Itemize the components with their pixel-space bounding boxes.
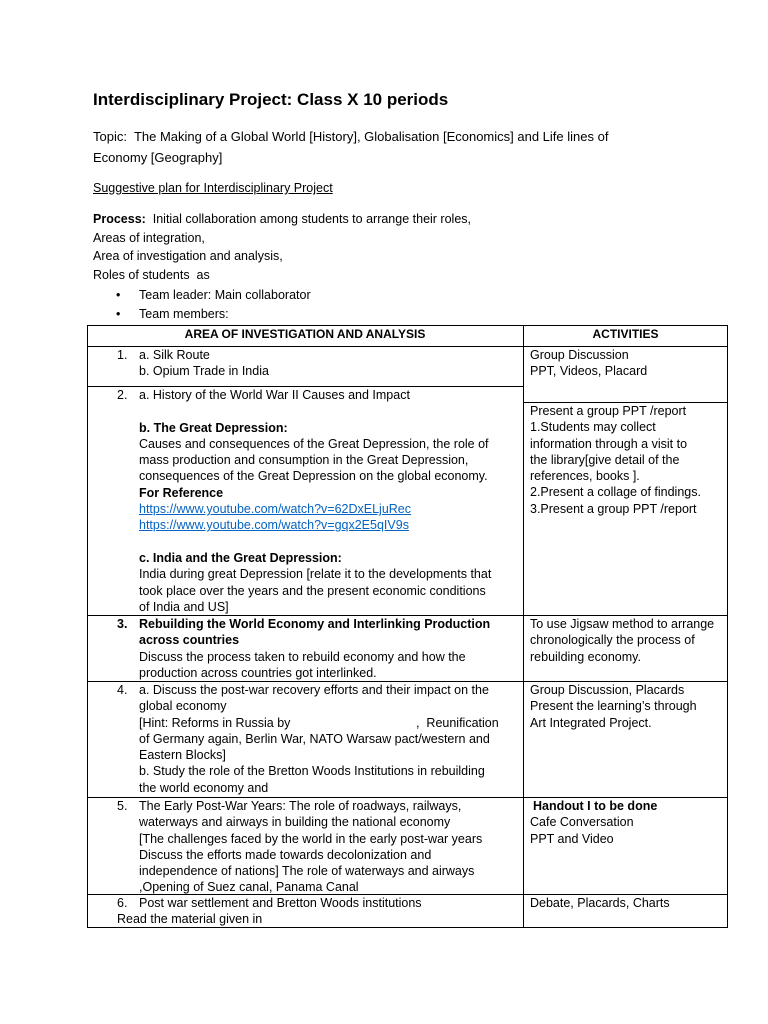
activity-line: 2.Present a collage of findings.: [530, 485, 701, 500]
topic-paragraph: [93, 126, 608, 168]
table-row-3-activities: [524, 615, 727, 681]
area-line: b. Study the role of the Bretton Woods Institutions in rebuilding: [139, 764, 485, 779]
process-line: Area of investigation and analysis,: [93, 249, 283, 264]
area-line: a. Silk Route: [139, 348, 210, 362]
role-text: Team leader: Main collaborator: [139, 288, 311, 302]
table-row-6-activities: [524, 894, 727, 927]
row-number: 2.: [117, 388, 128, 402]
activity-line: Group Discussion: [530, 348, 629, 362]
process-first-line: [93, 210, 471, 229]
row-number: 5.: [117, 799, 128, 813]
page-title: Interdisciplinary Project: Class X 10 periods: [93, 90, 449, 109]
row-number: 4.: [117, 683, 128, 697]
row-number: 3.: [117, 617, 128, 631]
topic-line: Topic: The Making of a Global World [History], Globalisation [Economics] and Life lines of: [93, 129, 609, 144]
activity-line: Art Integrated Project.: [530, 715, 652, 730]
area-line: took place over the years and the present economic conditions: [139, 583, 486, 598]
area-line: Post war settlement and Bretton Woods institutions: [139, 896, 422, 910]
activity-line: references, books ].: [530, 469, 640, 484]
table-row-6-area: [87, 894, 523, 927]
area-line: a. History of the World War II Causes and Impact: [139, 388, 410, 402]
table-row-1-activities: [524, 346, 727, 402]
activity-line: the library[give detail of the: [530, 452, 680, 467]
area-line: Read the material given in: [117, 912, 263, 927]
area-line: b. Opium Trade in India: [139, 364, 269, 379]
table-row-1-area: [87, 346, 523, 386]
activity-line: Group Discussion, Placards: [530, 683, 685, 697]
area-line: production across countries got interlinked.: [139, 665, 377, 680]
bullet-icon: •: [116, 307, 121, 321]
roles-list: [0, 286, 768, 324]
area-line: The Early Post-War Years: The role of roadways, railways,: [139, 799, 462, 813]
activity-line: PPT, Videos, Placard: [530, 364, 648, 379]
area-line: mass production and consumption in the Great Depression,: [139, 453, 469, 468]
role-text: Team members:: [139, 307, 229, 321]
handout-label: Handout I to be done: [533, 799, 658, 813]
row-number: 6.: [117, 896, 128, 910]
hint-line: [139, 715, 523, 731]
table-row-2-area: [87, 386, 523, 615]
hint-text-end: , Reunification: [416, 715, 499, 730]
activity-line: To use Jigsaw method to arrange: [530, 617, 715, 631]
process-label: Process:: [93, 212, 146, 226]
area-line: of Germany again, Berlin War, NATO Warsaw pact/western and: [139, 731, 490, 746]
area-line: a. Discuss the post-war recovery efforts and their impact on the: [139, 683, 489, 697]
activity-line: Present the learning’s through: [530, 699, 697, 714]
area-line: Discuss the efforts made towards decolonization and: [139, 847, 432, 862]
process-line: Roles of students as: [93, 267, 210, 282]
area-line: Causes and consequences of the Great Depression, the role of: [139, 436, 489, 451]
reference-label: For Reference: [139, 485, 224, 500]
area-line: consequences of the Great Depression on the global economy.: [139, 469, 488, 484]
header-area: AREA OF INVESTIGATION AND ANALYSIS: [184, 327, 426, 341]
activity-line: Debate, Placards, Charts: [530, 896, 670, 910]
subheading: b. The Great Depression:: [139, 420, 288, 435]
plan-heading: Suggestive plan for Interdisciplinary Project: [93, 181, 333, 195]
area-line: Eastern Blocks]: [139, 748, 226, 763]
row-number: 1.: [117, 348, 128, 362]
subheading: c. India and the Great Depression:: [139, 550, 342, 565]
activity-line: Present a group PPT /report: [530, 404, 687, 418]
table-row-4-area: [87, 681, 523, 797]
topic-line: Economy [Geography]: [93, 150, 223, 165]
activity-line: chronologically the process of: [530, 633, 695, 648]
table-row-2-activities: [524, 402, 727, 615]
activity-line: rebuilding economy.: [530, 649, 641, 664]
process-block: [93, 210, 471, 284]
table-row-5-area: [87, 797, 523, 894]
header-activities: ACTIVITIES: [592, 327, 659, 341]
activity-line: information through a visit to: [530, 436, 688, 451]
area-line: waterways and airways in building the national economy: [139, 815, 451, 830]
area-heading-line: across countries: [139, 633, 240, 648]
process-text: Initial collaboration among students to arrange their roles,: [145, 212, 471, 226]
area-heading-line: Rebuilding the World Economy and Interlinking Production: [139, 617, 491, 631]
activity-line: PPT and Video: [530, 831, 614, 846]
process-line: Areas of integration,: [93, 230, 205, 245]
table-row-3-area: [87, 615, 523, 681]
activity-line: 1.Students may collect: [530, 420, 656, 435]
reference-link[interactable]: https://www.youtube.com/watch?v=gqx2E5qIV9s: [139, 518, 409, 533]
table-row-4-activities: [524, 681, 727, 797]
table-row-5-activities: [524, 797, 727, 894]
area-line: [The challenges faced by the world in the early post-war years: [139, 831, 483, 846]
area-line: India during great Depression [relate it to the developments that: [139, 567, 492, 582]
area-line: global economy: [139, 699, 227, 714]
activity-line: 3.Present a group PPT /report: [530, 501, 697, 516]
reference-link[interactable]: https://www.youtube.com/watch?v=62DxELjuRec: [139, 502, 412, 517]
hint-text-start: [Hint: Reforms in Russia by: [139, 715, 291, 730]
area-line: of India and US]: [139, 599, 229, 614]
area-line: Discuss the process taken to rebuild economy and how the: [139, 649, 466, 664]
area-line: the world economy and: [139, 780, 269, 795]
area-line: ,Opening of Suez canal, Panama Canal: [139, 880, 359, 895]
role-item: [0, 305, 768, 324]
activity-line: Cafe Conversation: [530, 815, 634, 830]
bullet-icon: •: [116, 288, 121, 302]
role-item: [0, 286, 768, 305]
area-line: independence of nations] The role of waterways and airways: [139, 864, 475, 879]
